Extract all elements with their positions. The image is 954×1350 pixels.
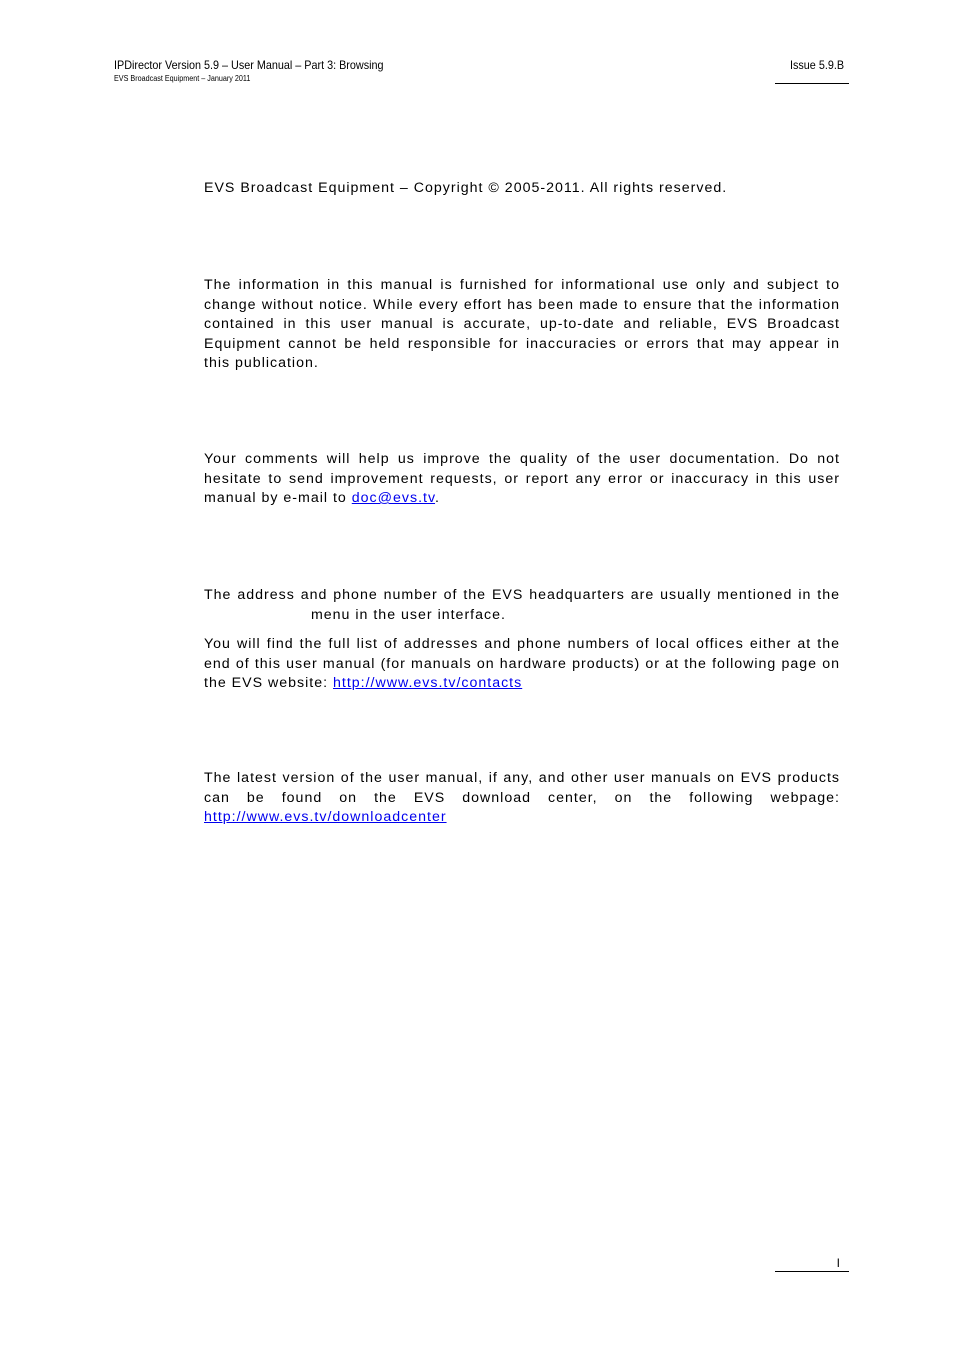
header-title: IPDirector Version 5.9 – User Manual – Part 3: Browsing xyxy=(114,58,384,72)
page-number: I xyxy=(836,1256,840,1270)
downloads-text: The latest version of the user manual, if any, and other user manuals on EVS products can be found on the EVS download center, on the following webpage: xyxy=(204,770,840,806)
issue-label: Issue 5.9.B xyxy=(789,58,844,72)
comments-paragraph xyxy=(204,450,840,509)
downloads-paragraph xyxy=(204,769,840,828)
contacts-link[interactable]: http://www.evs.tv/contacts xyxy=(333,675,523,691)
copyright-text: EVS Broadcast Equipment – Copyright © 2005-2011. All rights reserved. xyxy=(204,180,728,196)
addresses-section xyxy=(204,586,840,694)
addresses-text-2: You will find the full list of addresses and phone numbers of local offices either at the end of this user manual (for manuals on hardware products) or at the following page on the EVS website: xyxy=(204,636,840,691)
footer-divider xyxy=(775,1271,849,1272)
downloadcenter-link[interactable]: http://www.evs.tv/downloadcenter xyxy=(204,809,447,825)
copyright-section xyxy=(204,179,840,199)
header-divider xyxy=(775,83,849,84)
comments-end: . xyxy=(435,490,440,506)
downloads-section xyxy=(204,769,840,828)
disclaimer-text: The information in this manual is furnished for informational use only and subject to change without notice. While every effort has been made to ensure that the information contained in this user manual is accurate, up-to-date and reliable, EVS Broadcast Equipment cannot be held responsible for inaccuracies or errors that may appear in this publication. xyxy=(204,277,840,371)
addresses-text-end: menu in the user interface. xyxy=(310,606,506,623)
disclaimer-section xyxy=(204,276,840,374)
addresses-paragraph-1 xyxy=(204,586,840,625)
email-link[interactable]: doc@evs.tv xyxy=(351,490,436,506)
header-subtitle: EVS Broadcast Equipment – January 2011 xyxy=(114,74,251,83)
addresses-text-start: The address and phone number of the EVS headquarters are usually mentioned in the xyxy=(204,587,840,603)
comments-text: Your comments will help us improve the quality of the user documentation. Do not hesitate to send improvement requests, or report any error or inaccuracy in this user manual by e-mail to xyxy=(204,451,840,506)
addresses-paragraph-2 xyxy=(204,635,840,694)
comments-section xyxy=(204,450,840,509)
page-header xyxy=(114,58,413,84)
